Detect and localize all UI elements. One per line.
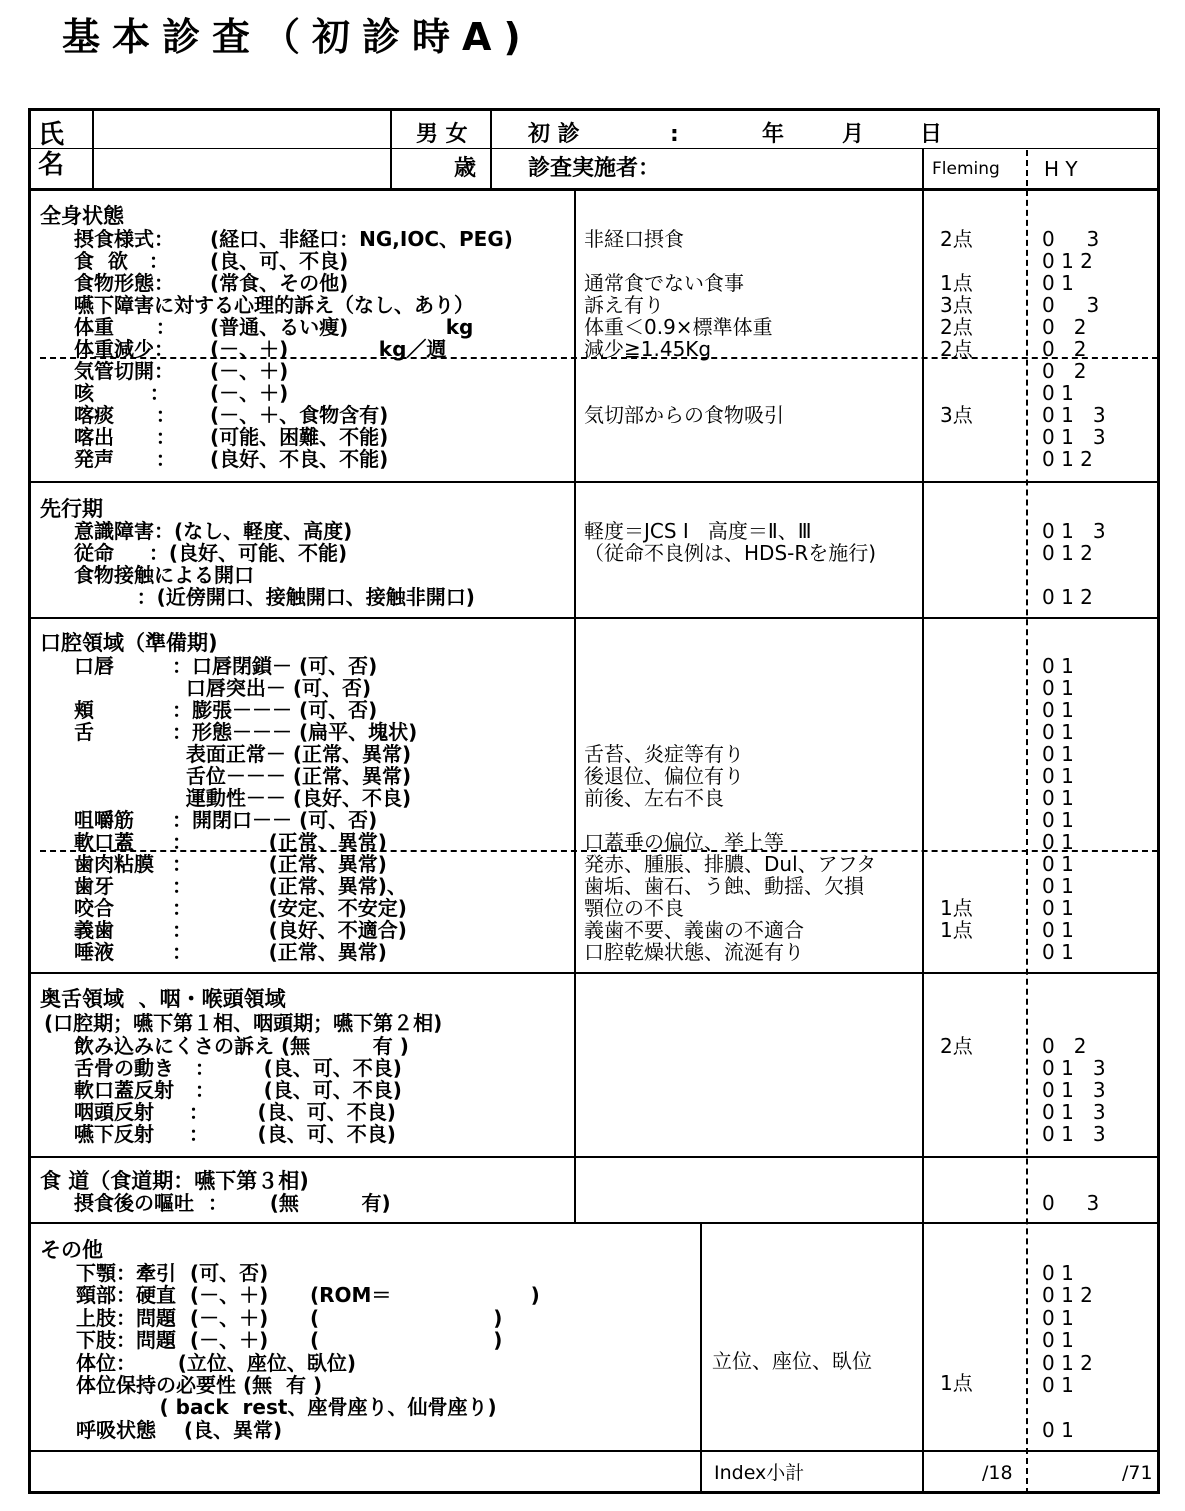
section5-title: 食 道（食道期：嚥下第３相) <box>40 1169 309 1193</box>
hy-score: 0 1 2 <box>1042 1351 1093 1375</box>
row-label: 喀痰 ： <box>74 403 176 427</box>
divider-footer <box>28 1450 1160 1452</box>
hy-score: 0 1 <box>1042 786 1074 810</box>
examiner-label: 診査実施者： <box>528 156 661 181</box>
row-label: 歯肉粘膜 <box>74 852 154 876</box>
row-label: 食物形態： <box>74 271 174 295</box>
index-subtotal-label: Index小計 <box>714 1462 805 1484</box>
row-finding: 歯垢、歯石、う蝕、動揺、欠損 <box>584 874 864 898</box>
section4-subtitle: (口腔期；嚥下第１相、咽頭期；嚥下第２相) <box>44 1011 443 1035</box>
divider-s4 <box>28 972 1160 974</box>
divider-s2 <box>28 481 1160 483</box>
name-label: 氏 名 <box>38 120 65 180</box>
hy-header: H Y <box>1044 157 1078 181</box>
row-item: ： (安定、不安定) <box>172 896 407 920</box>
row-label: 体重減少： <box>74 337 174 361</box>
hy-score: 0 1 <box>1042 896 1074 920</box>
row-label: 嚥下障害に対する心理的訴え（なし、あり） <box>74 293 474 317</box>
hy-score: 0 1 <box>1042 676 1074 700</box>
row-label: 下肢：問題 (－、＋) ( ) <box>76 1328 503 1352</box>
row-label: 頬 <box>74 698 94 722</box>
row-item: ： (正常、異常) <box>172 830 387 854</box>
row-item: 口唇突出－ (可、否) <box>172 676 372 700</box>
hy-score: 0 2 <box>1042 1034 1087 1058</box>
hy-score: 0 1 2 <box>1042 1283 1093 1307</box>
row-label: 唾液 <box>74 940 114 964</box>
v-finding-s6 <box>700 1222 702 1494</box>
row-label: 咀嚼筋 <box>74 808 134 832</box>
hy-score: 0 2 <box>1042 359 1087 383</box>
row-label: 舌骨の動き ： (良、可、不良) <box>74 1056 402 1080</box>
hy-score: 0 1 3 <box>1042 1078 1106 1102</box>
row-options: (－、＋、食物含有) <box>210 403 389 427</box>
section4-title: 奥舌領域 、咽・喉頭領域 <box>40 987 286 1011</box>
row-label: 咳 ： <box>74 381 170 405</box>
row-item: ： (正常、異常)、 <box>172 874 407 898</box>
hy-score: 0 3 <box>1042 293 1100 317</box>
sex-label: 男 女 <box>416 122 468 147</box>
row-label: 頸部：硬直 (－、＋) (ROM＝ ) <box>76 1283 540 1307</box>
row-label: ：(近傍開口、接触開口、接触非開口) <box>74 585 475 609</box>
row-options: (－、＋) <box>210 359 289 383</box>
year-label: 年 <box>762 122 785 147</box>
hy-score: 0 1 3 <box>1042 425 1106 449</box>
row-label: 体位保持の必要性 (無 有 ) <box>76 1373 323 1397</box>
row-label: 体重 ： <box>74 315 176 339</box>
fleming-score: 2点 <box>940 315 973 339</box>
row-label: ( back rest、座骨座り、仙骨座り) <box>76 1395 497 1419</box>
v3 <box>490 110 492 188</box>
row-label: 意識障害：(なし、軽度、高度) <box>74 519 353 543</box>
row-label: 咬合 <box>74 896 114 920</box>
row-finding: 前後、左右不良 <box>584 786 724 810</box>
age-label: 歳 <box>454 156 477 181</box>
hy-score: 0 3 <box>1042 1191 1100 1215</box>
fleming-score: 1点 <box>940 896 973 920</box>
row-label: 軟口蓋反射 ： (良、可、不良) <box>74 1078 402 1102</box>
posture-finding: 立位、座位、臥位 <box>712 1349 872 1373</box>
row-options: (普通、るい痩) kg <box>210 315 474 339</box>
row-label: 呼吸状態 (良、異常) <box>76 1418 283 1442</box>
hy-score: 0 1 <box>1042 698 1074 722</box>
row-options: (経口、非経口：NG,IOC、PEG) <box>210 227 513 251</box>
hy-score: 0 1 <box>1042 381 1074 405</box>
row-label: 摂食後の嘔吐 ： (無 有) <box>74 1191 391 1215</box>
row-label: 上肢：問題 (－、＋) ( ) <box>76 1306 503 1330</box>
divider-s3 <box>28 617 1160 619</box>
row-item: ： (良好、不適合) <box>172 918 407 942</box>
row-options: (良、可、不良) <box>210 249 349 273</box>
row-label: 口唇 <box>74 654 114 678</box>
v2 <box>390 110 392 188</box>
hy-score: 0 1 2 <box>1042 249 1093 273</box>
fleming-score: 2点 <box>940 337 973 361</box>
hy-score: 0 1 <box>1042 1306 1074 1330</box>
row-item: 舌位－－－ (正常、異常) <box>172 764 412 788</box>
hy-score: 0 1 3 <box>1042 1100 1106 1124</box>
row-item: ：口唇閉鎖－ (可、否) <box>172 654 378 678</box>
row-options: (可能、困難、不能) <box>210 425 389 449</box>
row-label: 舌 <box>74 720 94 744</box>
hy-score: 0 3 <box>1042 227 1100 251</box>
divider-s5 <box>28 1156 1160 1158</box>
fleming-score: 3点 <box>940 403 973 427</box>
row-finding: （従命不良例は、HDS-Rを施行) <box>584 541 877 565</box>
row-item: ：形態－－－ (扁平、塊状) <box>172 720 418 744</box>
hy-score: 0 1 <box>1042 764 1074 788</box>
hy-score: 0 1 <box>1042 940 1074 964</box>
fleming-score: 2点 <box>940 227 973 251</box>
row-finding: 訴え有り <box>584 293 664 317</box>
row-finding: 顎位の不良 <box>584 896 684 920</box>
hy-score: 0 1 3 <box>1042 403 1106 427</box>
posture-fleming: 1点 <box>940 1371 973 1395</box>
v-dashed-hy <box>1026 150 1028 1494</box>
hy-score: 0 1 <box>1042 1418 1074 1442</box>
section2-title: 先行期 <box>40 497 103 521</box>
fleming-score: 3点 <box>940 293 973 317</box>
section6-title: その他 <box>40 1238 103 1262</box>
header-bottom <box>28 188 1160 191</box>
row-finding: 気切部からの食物吸引 <box>584 403 784 427</box>
row-finding: 後退位、偏位有り <box>584 764 744 788</box>
row-item: ： (正常、異常) <box>172 852 387 876</box>
row-label: 気管切開： <box>74 359 174 383</box>
row-label: 喀出 ： <box>74 425 176 449</box>
hy-score: 0 1 <box>1042 874 1074 898</box>
row-options: (良好、不良、不能) <box>210 447 389 471</box>
first-visit-label: 初 診 <box>528 122 580 147</box>
row-finding: 軽度＝JCS Ⅰ 高度＝Ⅱ、Ⅲ <box>584 519 812 543</box>
row-label: 摂食様式： <box>74 227 174 251</box>
row-label: 食物接触による開口 <box>74 563 254 587</box>
hy-score: 0 1 <box>1042 654 1074 678</box>
hy-score: 0 1 <box>1042 808 1074 832</box>
row-label: 咽頭反射 ： (良、可、不良) <box>74 1100 396 1124</box>
fleming-total: /18 <box>982 1462 1013 1484</box>
hy-score: 0 1 2 <box>1042 585 1093 609</box>
row-label: 体位： (立位、座位、臥位) <box>76 1351 357 1375</box>
fleming-header: Fleming <box>932 159 1000 179</box>
row-label: 下顎：牽引 (可、否) <box>76 1261 269 1285</box>
hy-score: 0 1 3 <box>1042 519 1106 543</box>
hy-score: 0 1 2 <box>1042 447 1093 471</box>
header-divider <box>28 148 1160 149</box>
row-item: 運動性－－ (良好、不良) <box>172 786 412 810</box>
hy-score: 0 1 <box>1042 720 1074 744</box>
row-finding: 口腔乾燥状態、流涎有り <box>584 940 804 964</box>
row-label: 義歯 <box>74 918 114 942</box>
row-finding: 義歯不要、義歯の不適合 <box>584 918 804 942</box>
hy-score: 0 2 <box>1042 337 1087 361</box>
row-label: 歯牙 <box>74 874 114 898</box>
hy-score: 0 1 <box>1042 830 1074 854</box>
row-item: ： (正常、異常) <box>172 940 387 964</box>
fleming-score: 1点 <box>940 918 973 942</box>
row-label: 発声 ： <box>74 447 176 471</box>
month-label: 月 <box>842 122 865 147</box>
row-finding: 発赤、腫脹、排膿、Dul、アフタ <box>584 852 877 876</box>
row-label: 飲み込みにくさの訴え (無 有 ) <box>74 1034 409 1058</box>
row-finding: 非経口摂食 <box>584 227 684 251</box>
row-label: 軟口蓋 <box>74 830 134 854</box>
hy-score: 0 1 <box>1042 918 1074 942</box>
row-label: 従命 ：(良好、可能、不能) <box>74 541 348 565</box>
hy-score: 0 1 <box>1042 271 1074 295</box>
row-finding: 舌苔、炎症等有り <box>584 742 744 766</box>
hy-score: 0 1 <box>1042 852 1074 876</box>
day-label: 日 <box>920 122 943 147</box>
hy-total: /71 <box>1122 1462 1153 1484</box>
row-item: 表面正常－ (正常、異常) <box>172 742 412 766</box>
divider-s6 <box>28 1222 1160 1224</box>
hy-score: 0 1 <box>1042 1328 1074 1352</box>
row-label: 食 欲 ： <box>74 249 169 273</box>
row-finding: 通常食でない食事 <box>584 271 744 295</box>
v-fleming <box>922 148 924 1494</box>
colon: : <box>670 122 679 147</box>
row-finding: 体重＜0.9×標準体重 <box>584 315 773 339</box>
hy-score: 0 2 <box>1042 315 1087 339</box>
hy-score: 0 1 <box>1042 1373 1074 1397</box>
section3-title: 口腔領域（準備期) <box>40 631 218 655</box>
hy-score: 0 1 <box>1042 1261 1074 1285</box>
fleming-score: 2点 <box>940 1034 973 1058</box>
row-label: 嚥下反射 ： (良、可、不良) <box>74 1122 396 1146</box>
row-options: (－、＋) kg／週 <box>210 337 447 361</box>
hy-score: 0 1 3 <box>1042 1056 1106 1080</box>
fleming-score: 1点 <box>940 271 973 295</box>
hy-score: 0 1 <box>1042 742 1074 766</box>
row-finding: 減少≧1.45Kg <box>584 337 712 361</box>
page-title: 基本診査（初診時A) <box>62 15 533 59</box>
hy-score: 0 1 2 <box>1042 541 1093 565</box>
hy-score: 0 1 3 <box>1042 1122 1106 1146</box>
row-options: (－、＋) <box>210 381 289 405</box>
row-item: ：開閉口－－ (可、否) <box>172 808 378 832</box>
section1-title: 全身状態 <box>40 204 124 228</box>
row-options: (常食、その他) <box>210 271 349 295</box>
v1 <box>92 110 94 188</box>
row-finding: 口蓋垂の偏位、挙上等 <box>584 830 784 854</box>
row-item: ：膨張－－－ (可、否) <box>172 698 378 722</box>
v-finding <box>574 188 576 1222</box>
